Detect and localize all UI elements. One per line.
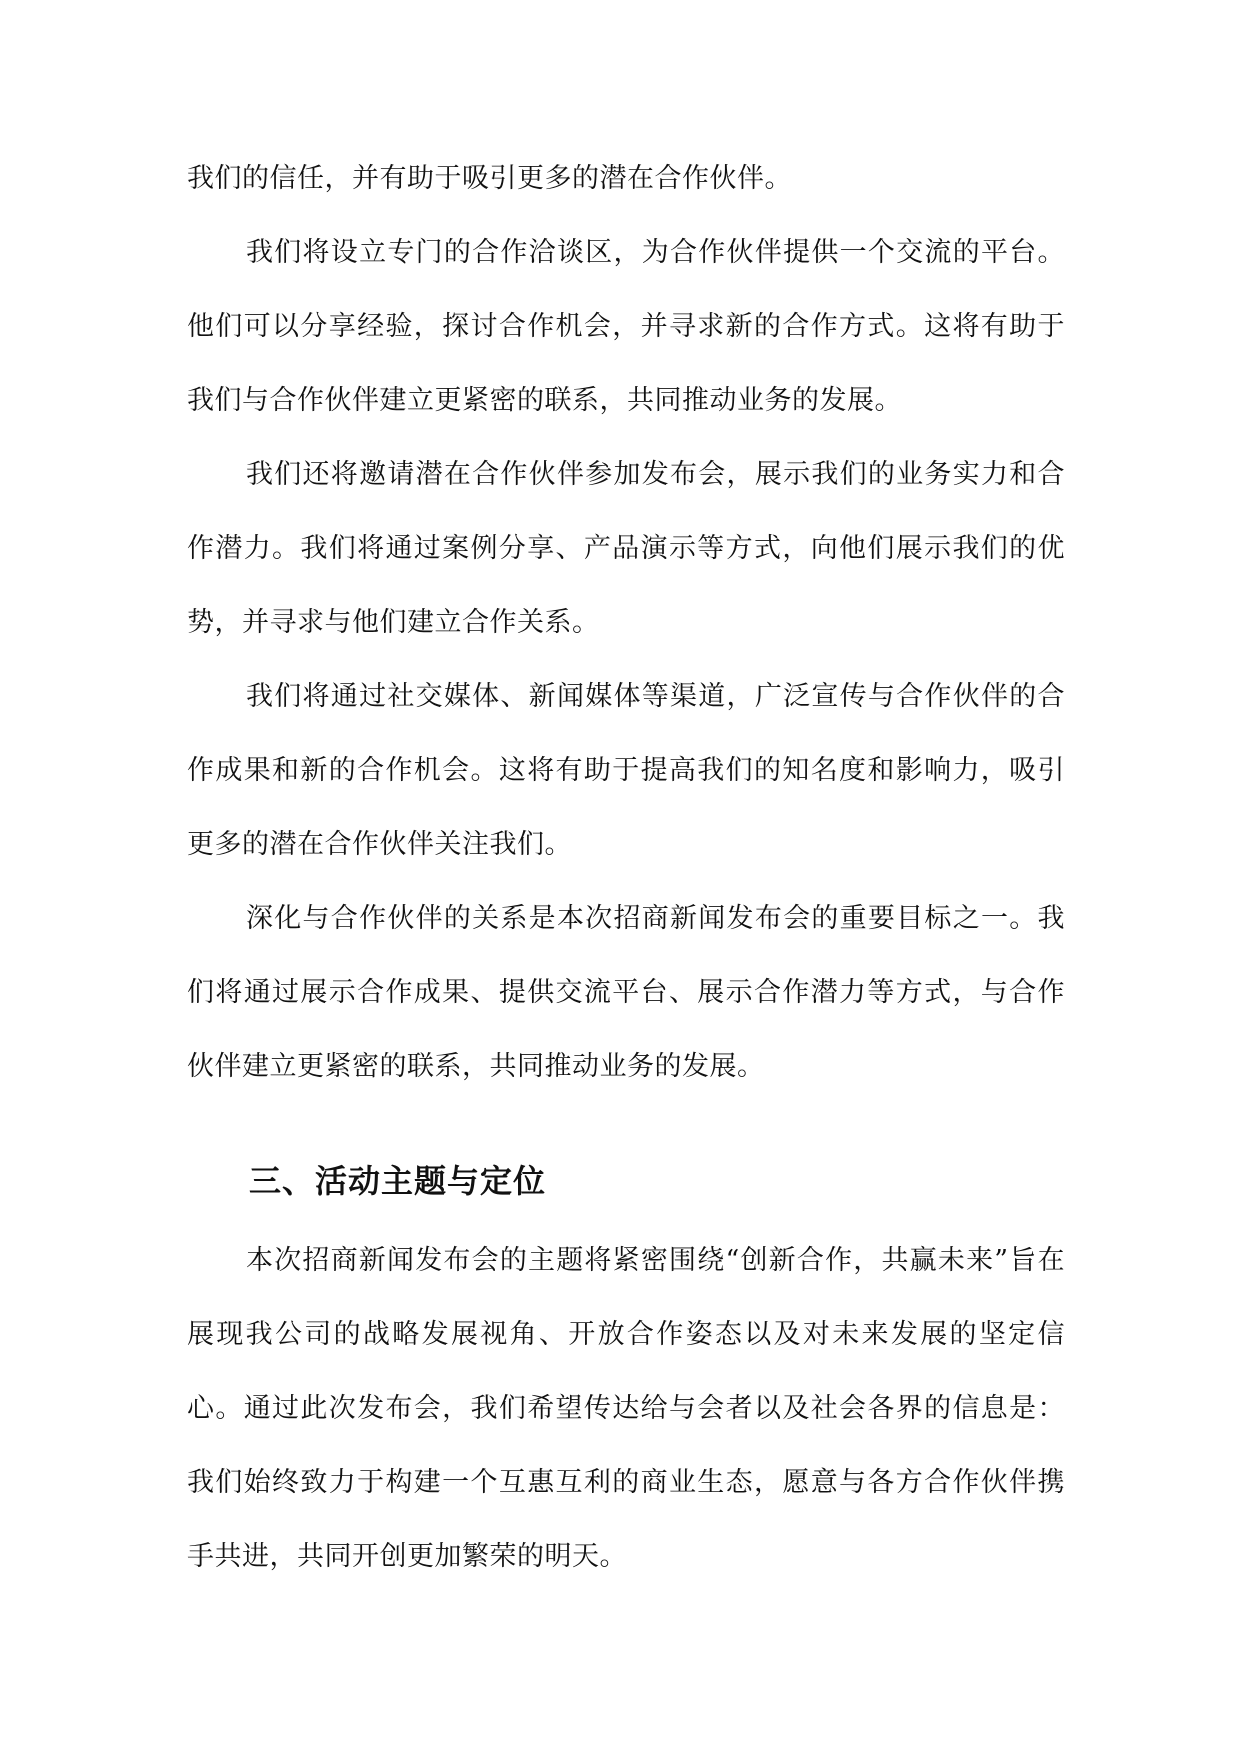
paragraph-invite-partners: 我们还将邀请潜在合作伙伴参加发布会，展示我们的业务实力和合作潜力。我们将通过案例分享、产品演示等方式，向他们展示我们的优势，并寻求与他们建立合作关系。 [187,459,1065,638]
document-body [187,142,1065,1594]
section-heading: 三、活动主题与定位 [249,1162,547,1200]
paragraph-negotiation-area: 我们将设立专门的合作洽谈区，为合作伙伴提供一个交流的平台。他们可以分享经验，探讨合作机会，并寻求新的合作方式。这将有助于我们与合作伙伴建立更紧密的联系，共同推动业务的发展。 [187,237,1065,416]
paragraph-continuation: 我们的信任，并有助于吸引更多的潜在合作伙伴。 [187,163,792,194]
paragraph-media-promotion: 我们将通过社交媒体、新闻媒体等渠道，广泛宣传与合作伙伴的合作成果和新的合作机会。这将有助于提高我们的知名度和影响力，吸引更多的潜在合作伙伴关注我们。 [187,681,1065,860]
paragraph-theme: 本次招商新闻发布会的主题将紧密围绕“创新合作，共赢未来”旨在展现我公司的战略发展视角、开放合作姿态以及对未来发展的坚定信心。通过此次发布会，我们希望传达给与会者以及社会各界的信息是：我们始终致力于构建一个互惠互利的商业生态，愿意与各方合作伙伴携手共进，共同开创更加繁荣的明天。 [187,1245,1065,1572]
paragraph-deepen-relations: 深化与合作伙伴的关系是本次招商新闻发布会的重要目标之一。我们将通过展示合作成果、提供交流平台、展示合作潜力等方式，与合作伙伴建立更紧密的联系，共同推动业务的发展。 [187,903,1065,1082]
